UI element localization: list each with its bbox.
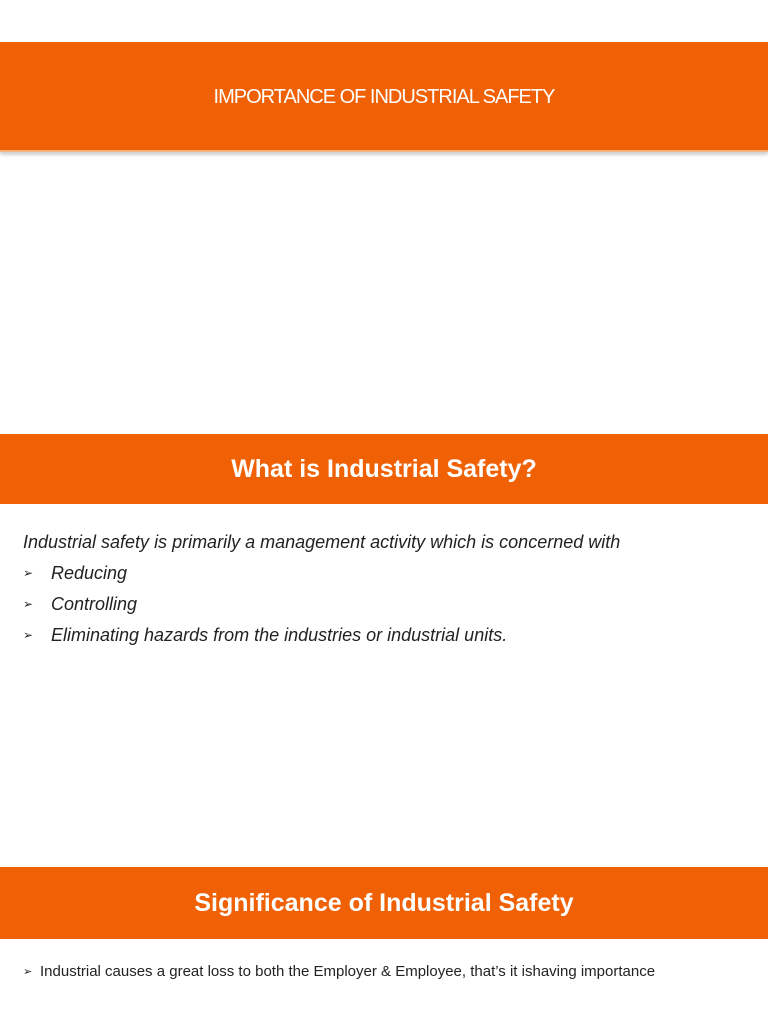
arrow-bullet-icon: ➢ — [23, 566, 34, 580]
list-item — [0, 558, 768, 589]
what-is-banner — [0, 434, 768, 504]
list-item — [0, 960, 768, 984]
list-item — [0, 620, 768, 651]
page-title: IMPORTANCE OF INDUSTRIAL SAFETY — [213, 85, 555, 108]
header-banner — [0, 42, 768, 152]
list-item-text: Reducing — [51, 563, 128, 583]
list-item-text: Eliminating hazards from the industries or industrial units. — [51, 625, 508, 645]
what-is-body — [0, 527, 768, 651]
arrow-bullet-icon: ➢ — [23, 966, 33, 978]
what-is-bullet-list — [0, 558, 768, 651]
what-is-title: What is Industrial Safety? — [231, 454, 537, 483]
significance-body — [0, 960, 768, 984]
arrow-bullet-icon: ➢ — [23, 597, 34, 611]
list-item-text: Controlling — [51, 594, 138, 614]
arrow-bullet-icon: ➢ — [23, 628, 34, 642]
list-item — [0, 589, 768, 620]
list-item-text: Industrial causes a great loss to both the Employer & Employee, that’s it ishaving importance — [40, 963, 656, 980]
what-is-intro: Industrial safety is primarily a management activity which is concerned with — [23, 532, 621, 552]
significance-title: Significance of Industrial Safety — [194, 888, 574, 917]
significance-banner — [0, 867, 768, 939]
